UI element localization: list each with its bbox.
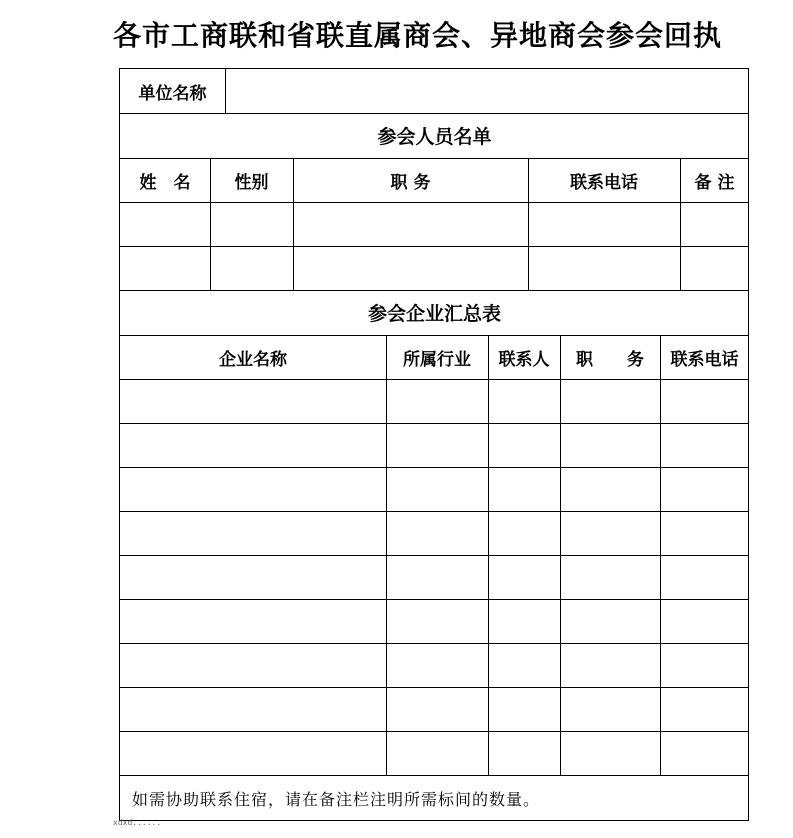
company-cell[interactable]: [560, 687, 660, 731]
company-cell[interactable]: [660, 599, 749, 643]
company-cell[interactable]: [560, 467, 660, 511]
company-cell[interactable]: [120, 687, 386, 731]
company-header-contact: 联系人: [498, 349, 550, 370]
company-cell[interactable]: [660, 643, 749, 687]
company-cell[interactable]: [660, 379, 749, 423]
company-cell[interactable]: [120, 643, 386, 687]
company-cell[interactable]: [560, 379, 660, 423]
member-header-position: 职 务: [390, 172, 431, 193]
company-cell[interactable]: [120, 467, 386, 511]
member-cell[interactable]: [210, 202, 293, 246]
member-cell[interactable]: [528, 202, 680, 246]
company-cell[interactable]: [488, 687, 560, 731]
company-cell[interactable]: [386, 731, 488, 775]
company-cell[interactable]: [386, 599, 488, 643]
company-cell[interactable]: [560, 599, 660, 643]
footnote: 如需协助联系住宿，请在备注栏注明所需标间的数量。: [132, 789, 541, 809]
member-cell[interactable]: [210, 246, 293, 290]
company-cell[interactable]: [386, 687, 488, 731]
company-cell[interactable]: [386, 555, 488, 599]
company-cell[interactable]: [120, 379, 386, 423]
member-cell[interactable]: [293, 202, 528, 246]
company-cell[interactable]: [120, 511, 386, 555]
company-cell[interactable]: [488, 467, 560, 511]
unit-name-label: 单位名称: [138, 83, 207, 104]
member-cell[interactable]: [120, 246, 210, 290]
member-header-remarks: 备 注: [694, 172, 735, 193]
unit-name-field[interactable]: [225, 69, 749, 113]
company-cell[interactable]: [560, 555, 660, 599]
member-header-phone: 联系电话: [570, 172, 638, 193]
company-cell[interactable]: [488, 643, 560, 687]
company-cell[interactable]: [560, 423, 660, 467]
company-cell[interactable]: [386, 423, 488, 467]
member-cell[interactable]: [680, 202, 749, 246]
document-title: 各市工商联和省联直属商会、异地商会参会回执: [112, 19, 722, 52]
company-cell[interactable]: [560, 643, 660, 687]
member-header-name: 姓 名: [139, 172, 191, 193]
company-cell[interactable]: [488, 423, 560, 467]
company-cell[interactable]: [560, 511, 660, 555]
company-cell[interactable]: [120, 731, 386, 775]
stray-mark: xdxd......: [113, 818, 162, 827]
company-cell[interactable]: [488, 511, 560, 555]
member-cell[interactable]: [680, 246, 749, 290]
member-header-gender: 性别: [234, 172, 269, 193]
company-cell[interactable]: [660, 423, 749, 467]
company-cell[interactable]: [120, 599, 386, 643]
company-cell[interactable]: [488, 731, 560, 775]
member-cell[interactable]: [528, 246, 680, 290]
company-cell[interactable]: [488, 599, 560, 643]
member-cell[interactable]: [293, 246, 528, 290]
company-cell[interactable]: [660, 511, 749, 555]
company-cell[interactable]: [386, 511, 488, 555]
receipt-form: [119, 68, 749, 821]
company-cell[interactable]: [660, 467, 749, 511]
members-section-title: 参会人员名单: [377, 126, 492, 148]
company-cell[interactable]: [660, 731, 749, 775]
company-cell[interactable]: [660, 687, 749, 731]
companies-section-title: 参会企业汇总表: [367, 303, 501, 325]
company-cell[interactable]: [120, 423, 386, 467]
company-cell[interactable]: [560, 731, 660, 775]
company-cell[interactable]: [488, 379, 560, 423]
company-cell[interactable]: [386, 643, 488, 687]
company-header-position: 职 务: [576, 349, 644, 370]
company-cell[interactable]: [386, 467, 488, 511]
company-cell[interactable]: [386, 379, 488, 423]
company-cell[interactable]: [120, 555, 386, 599]
company-cell[interactable]: [488, 555, 560, 599]
company-cell[interactable]: [660, 555, 749, 599]
company-header-name: 企业名称: [219, 349, 287, 370]
company-header-industry: 所属行业: [403, 349, 471, 370]
member-cell[interactable]: [120, 202, 210, 246]
company-header-phone: 联系电话: [670, 349, 739, 370]
